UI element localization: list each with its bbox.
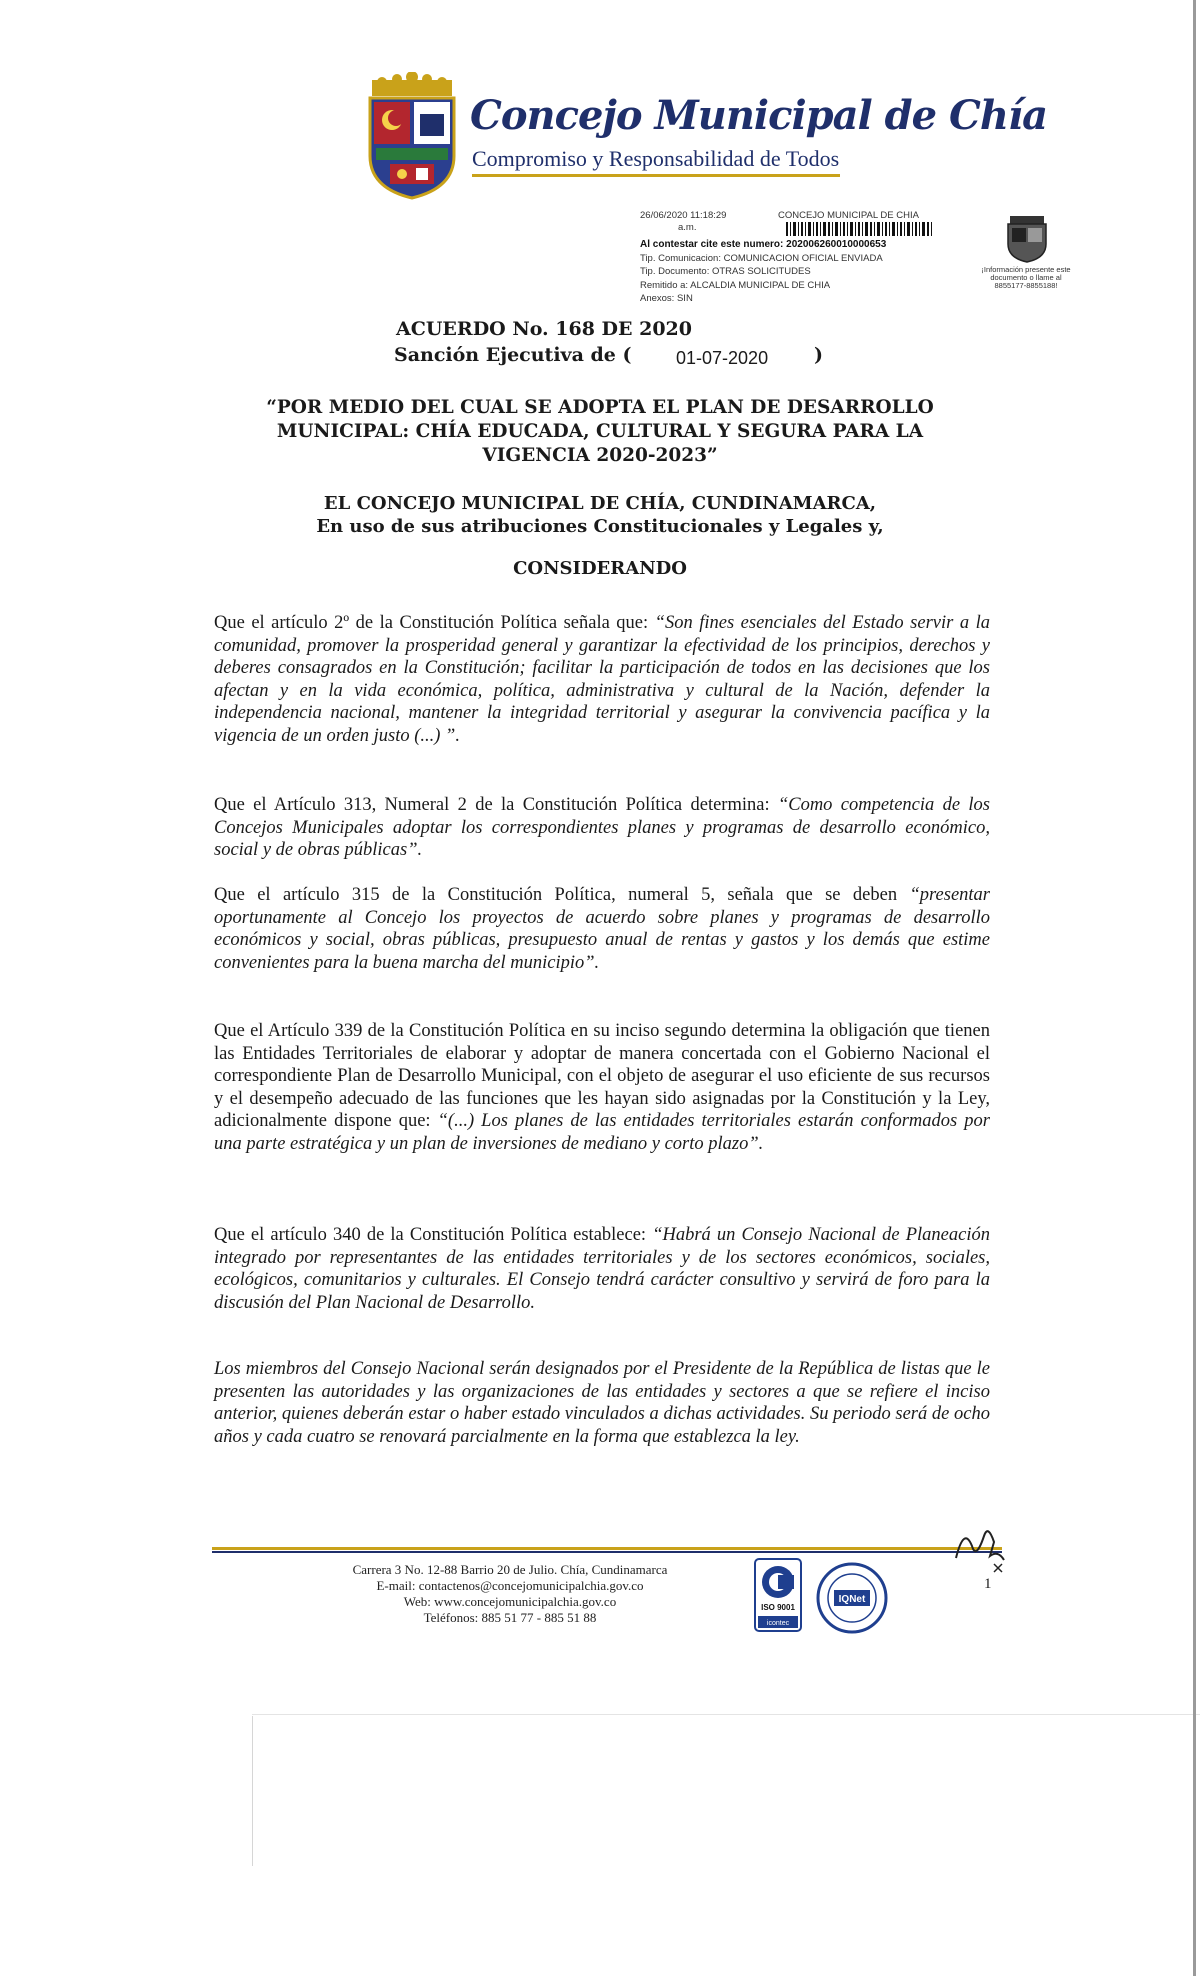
stamp-remitido: Remitido a: ALCALDIA MUNICIPAL DE CHIA	[640, 279, 831, 291]
agreement-object	[0, 396, 1200, 468]
page-edge	[1193, 0, 1196, 1976]
sanction-close: )	[814, 344, 823, 366]
stamp-crest-icon	[1004, 214, 1050, 264]
stamp-cite-number: Al contestar cite este numero: 202006260010000653	[640, 239, 887, 250]
stamp-datetime: 26/06/2020 11:18:29	[640, 210, 727, 221]
barcode-icon	[786, 222, 932, 236]
sanction-label: Sanción Ejecutiva de (	[394, 344, 632, 366]
p4-quote: “(...) Los planes de las entidades territoriales estarán conformados por una parte estratégica y un plan de inversiones de mediano y corto plazo”.	[214, 1111, 990, 1154]
footer-address: Carrera 3 No. 12-88 Barrio 20 de Julio. Chía, Cundinamarca	[352, 1562, 668, 1577]
stamp-tipo-comunicacion: Tip. Comunicacion: COMUNICACION OFICIAL ENVIADA	[640, 252, 883, 264]
issuer-block	[0, 492, 1200, 538]
council-slogan: Compromiso y Responsabilidad de Todos	[472, 146, 840, 171]
p5-lead: Que el artículo 340 de la Constitución Política establece:	[214, 1225, 653, 1245]
footer-web: Web: www.concejomunicipalchia.gov.co	[403, 1594, 617, 1609]
stamp-note: ¡Información presente este documento o llame al 8855177-8855188!	[981, 265, 1071, 290]
footer-contact	[300, 1562, 720, 1626]
stamp-organization: CONCEJO MUNICIPAL DE CHIA	[778, 210, 919, 221]
p4-lead: Que el Artículo 339 de la Constitución Política en su inciso segundo determina la obligación que tienen las Entidades Territoriales de elaborar y adoptar de manera concertada con el Gobierno Nacional el correspondiente Plan de Desarrollo Municipal, con el objeto de asegurar el uso eficiente de sus recursos y el desempeño adecuado de las funciones que les hayan sido asignadas por la Constitución y la Ley, adicionalmente dispone que:	[214, 1021, 990, 1132]
footer-rule-blue	[212, 1551, 1002, 1553]
p1-quote: “Son fines esenciales del Estado servir a la comunidad, promover la prosperidad general y garantizar la efectividad de los principios, derechos y deberes consagrados en la Constitución; facilitar la participación de todos en las decisiones que los afectan y en la vida económica, política, administrativa y cultural de la Nación, defender la independencia nacional, mantener la integridad territorial y asegurar la convivencia pacífica y la vigencia de un orden justo (...) ”.	[214, 613, 990, 746]
stamp-details	[640, 238, 886, 306]
p3-lead: Que el artículo 315 de la Constitución Política, numeral 5, señala que se deben	[214, 885, 910, 905]
object-line-1: “POR MEDIO DEL CUAL SE ADOPTA EL PLAN DE DESARROLLO	[266, 397, 934, 418]
issuer-name: EL CONCEJO MUNICIPAL DE CHÍA, CUNDINAMARCA,	[323, 493, 877, 514]
object-line-3: VIGENCIA 2020-2023”	[482, 445, 718, 466]
scan-artifact-margin	[252, 1716, 253, 1866]
paragraph-article-339	[214, 1020, 990, 1156]
stamp-ampm: a.m.	[678, 222, 697, 233]
footer-rule-gold	[212, 1547, 1002, 1550]
footer-email: E-mail: contactenos@concejomunicipalchia.gov.co	[376, 1578, 644, 1593]
page-number: 1	[984, 1576, 992, 1592]
iqnet-certification-icon	[816, 1562, 888, 1634]
sanction-date: 01-07-2020	[676, 348, 769, 368]
paragraph-consejo-members: Los miembros del Consejo Nacional serán designados por el Presidente de la República de listas que le presenten las autoridades y las organizaciones de las entidades y sectores a que se refiere el inciso anterior, quienes deberán estar o haber estado vinculados a dichas actividades. Su periodo será de ocho años y cada cuatro se renovará parcialmente en la forma que establezca la ley.	[214, 1359, 990, 1447]
considerando-heading: CONSIDERANDO	[513, 558, 687, 579]
cert-iqnet-label: IQNet	[838, 1594, 866, 1605]
handwritten-initials-icon	[950, 1516, 1010, 1576]
municipal-crest-icon	[362, 72, 462, 200]
p5-quote: “Habrá un Consejo Nacional de Planeación integrado por representantes de las entidades territoriales y de los sectores económicos, sociales, ecológicos, comunitarios y culturales. El Consejo tendrá carácter consultivo y servirá de foro para la discusión del Plan Nacional de Desarrollo.	[214, 1225, 990, 1313]
footer-phones: Teléfonos: 885 51 77 - 885 51 88	[423, 1610, 597, 1625]
paragraph-article-340	[214, 1224, 990, 1314]
icontec-certification-icon	[754, 1558, 802, 1632]
p2-quote: “Como competencia de los Concejos Municipales adoptar los correspondientes planes y programas de desarrollo económico, social y de obras públicas”.	[214, 795, 990, 861]
issuer-powers: En uso de sus atribuciones Constitucionales y Legales y,	[316, 516, 884, 537]
agreement-number: ACUERDO No. 168 DE 2020	[395, 318, 692, 340]
object-line-2: MUNICIPAL: CHÍA EDUCADA, CULTURAL Y SEGURA PARA LA	[276, 421, 924, 442]
stamp-tipo-documento: Tip. Documento: OTRAS SOLICITUDES	[640, 266, 811, 277]
paragraph-article-315	[214, 884, 990, 974]
council-name: Concejo Municipal de Chía	[470, 92, 1048, 139]
scan-artifact-line	[252, 1714, 1200, 1715]
letterhead-underline	[472, 174, 840, 177]
p1-lead: Que el artículo 2º de la Constitución Política señala que:	[214, 613, 655, 633]
paragraph-article-2	[214, 612, 990, 748]
stamp-anexos: Anexos: SIN	[640, 293, 693, 304]
cert-iso-label: ISO 9001	[761, 1603, 795, 1612]
paragraph-article-313	[214, 794, 990, 862]
cert-icontec-label: icontec	[766, 1620, 790, 1627]
p2-lead: Que el Artículo 313, Numeral 2 de la Constitución Política determina:	[214, 795, 778, 815]
p3-quote: “presentar oportunamente al Concejo los proyectos de acuerdo sobre planes y programas de desarrollo económicos y social, obras públicas, presupuesto anual de rentas y gastos y los demás que estime convenientes para la buena marcha del municipio”.	[214, 885, 990, 973]
